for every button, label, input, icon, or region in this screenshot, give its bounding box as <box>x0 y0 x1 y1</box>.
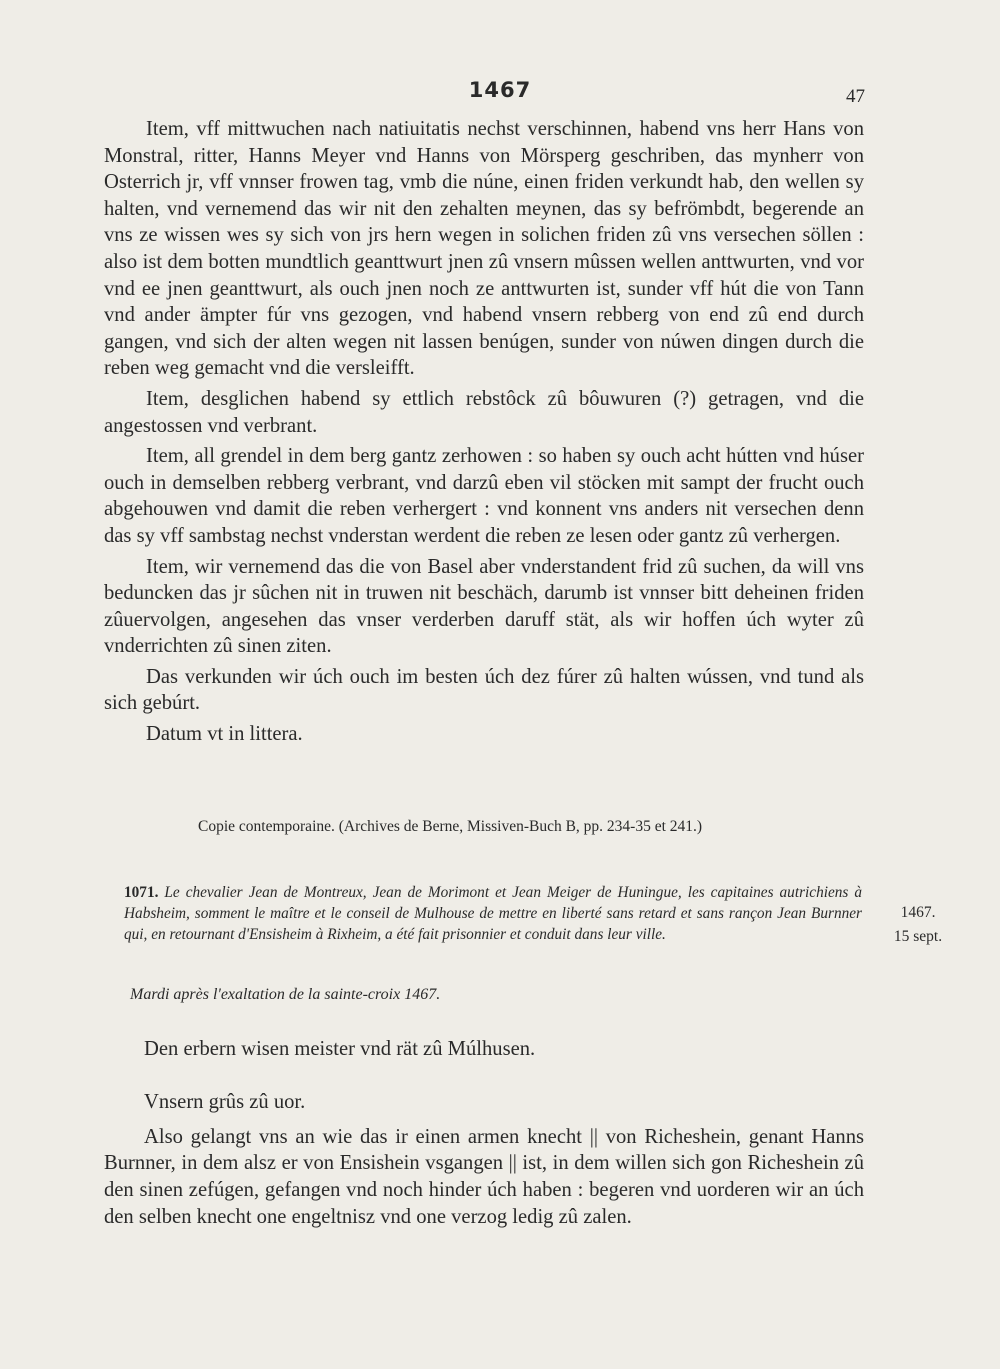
letter-text <box>104 1036 864 1231</box>
entry-date-line: Mardi après l'exaltation de la sainte-croix 1467. <box>130 986 441 1003</box>
paragraph: Item, desglichen habend sy ettlich rebstôck zû bôuwuren (?) getragen, vnd die angestossen vnd verbrant. <box>104 387 864 437</box>
margin-day: 15 sept. <box>893 928 943 945</box>
paragraph: Datum vt in littera. <box>146 723 303 746</box>
paragraph: Item, all grendel in dem berg gantz zerhowen : so haben sy ouch acht hútten vnd húser ouch in demselben rebberg verbrant, vnd darzû eben vil stöcken mit sampt der frucht ouch abgehouwen vnd damit die reben verhergert : vnd konnent vns anders nit versechen denn das sy vff sambstag nechst vnderstan werdent die reben ze lesen oder gantz zû verhergen. <box>104 445 864 547</box>
page-number: 47 <box>846 86 865 107</box>
document-entry-summary <box>124 882 862 946</box>
paragraph: Item, wir vernemend das die von Basel aber vnderstandent frid zû suchen, da will vns beduncken das jr sûchen nit in truwen nit beschäch, darumb ist vnnser bitt deheinen friden zûuervolgen, angesehen das vnser verderben daruff stät, als wir hoffen úch wyter zû vnderrichten zû sinen ziten. <box>104 555 864 658</box>
margin-year: 1467. <box>900 904 936 921</box>
letter-greeting: Vnsern grûs zû uor. <box>144 1090 306 1113</box>
entry-number: 1071. <box>124 884 159 901</box>
source-citation: Copie contemporaine. (Archives de Berne, Missiven-Buch B, pp. 234-35 et 241.) <box>198 818 703 835</box>
paragraph: Das verkunden wir úch ouch im besten úch dez fúrer zû halten wússen, vnd tund als sich gebúrt. <box>104 665 864 715</box>
margin-date <box>886 901 950 949</box>
letter-body: Also gelangt vns an wie das ir einen armen knecht || von Richeshein, genant Hanns Burnner, in dem alsz er von Ensishein vsgangen || ist, in dem willen sich gon Richeshein zû den sinen zefúgen, gefangen vnd noch hinder úch haben : begeren vnd uorderen wir an úch den selben knecht one engeltnisz vnd one verzog ledig zû zalen. <box>104 1125 864 1228</box>
paragraph: Item, vff mittwuchen nach natiuitatis nechst verschinnen, habend vns herr Hans von Monstral, ritter, Hanns Meyer vnd Hanns von Mörsperg geschriben, das mynherr von Osterrich jr, vff vnnser frowen tag, vmb die núne, einen friden verkundt hab, den wellen sy halten, vnd vernemend das wir nit den zehalten meynen, das sy befrömbdt, begerende an vns ze wissen wes sy sich von jrs hern wegen in solichen friden zû vns versechen söllen : also ist dem botten mundtlich geanttwurt jnen zû vnsern mûssen wellen anttwurten, vnd vor vnd ee jnen geanttwurt, als ouch jnen noch ze anttwurten ist, sunder vff hút die von Tann vnd ander ämpter fúr vns gezogen, vnd habend vnsern rebberg von end zû end durch gangen, vnd sich der alten wegen nit lassen benúgen, sunder von núwen dingen durch die reben weg gemacht vnd die versleifft. <box>104 118 864 380</box>
letter-address: Den erbern wisen meister vnd rät zû Múlhusen. <box>144 1038 536 1060</box>
running-header-year: 1467 <box>468 78 532 102</box>
entry-summary-text: Le chevalier Jean de Montreux, Jean de Morimont et Jean Meiger de Huningue, les capitaines autrichiens à Habsheim, somment le maître et le conseil de Mulhouse de mettre en liberté sans retard et sans rançon Jean Burnner qui, en retournant d'Ensisheim à Rixheim, a été fait prisonnier et conduit dans leur ville. <box>124 884 862 944</box>
letter-continuation <box>104 116 864 748</box>
